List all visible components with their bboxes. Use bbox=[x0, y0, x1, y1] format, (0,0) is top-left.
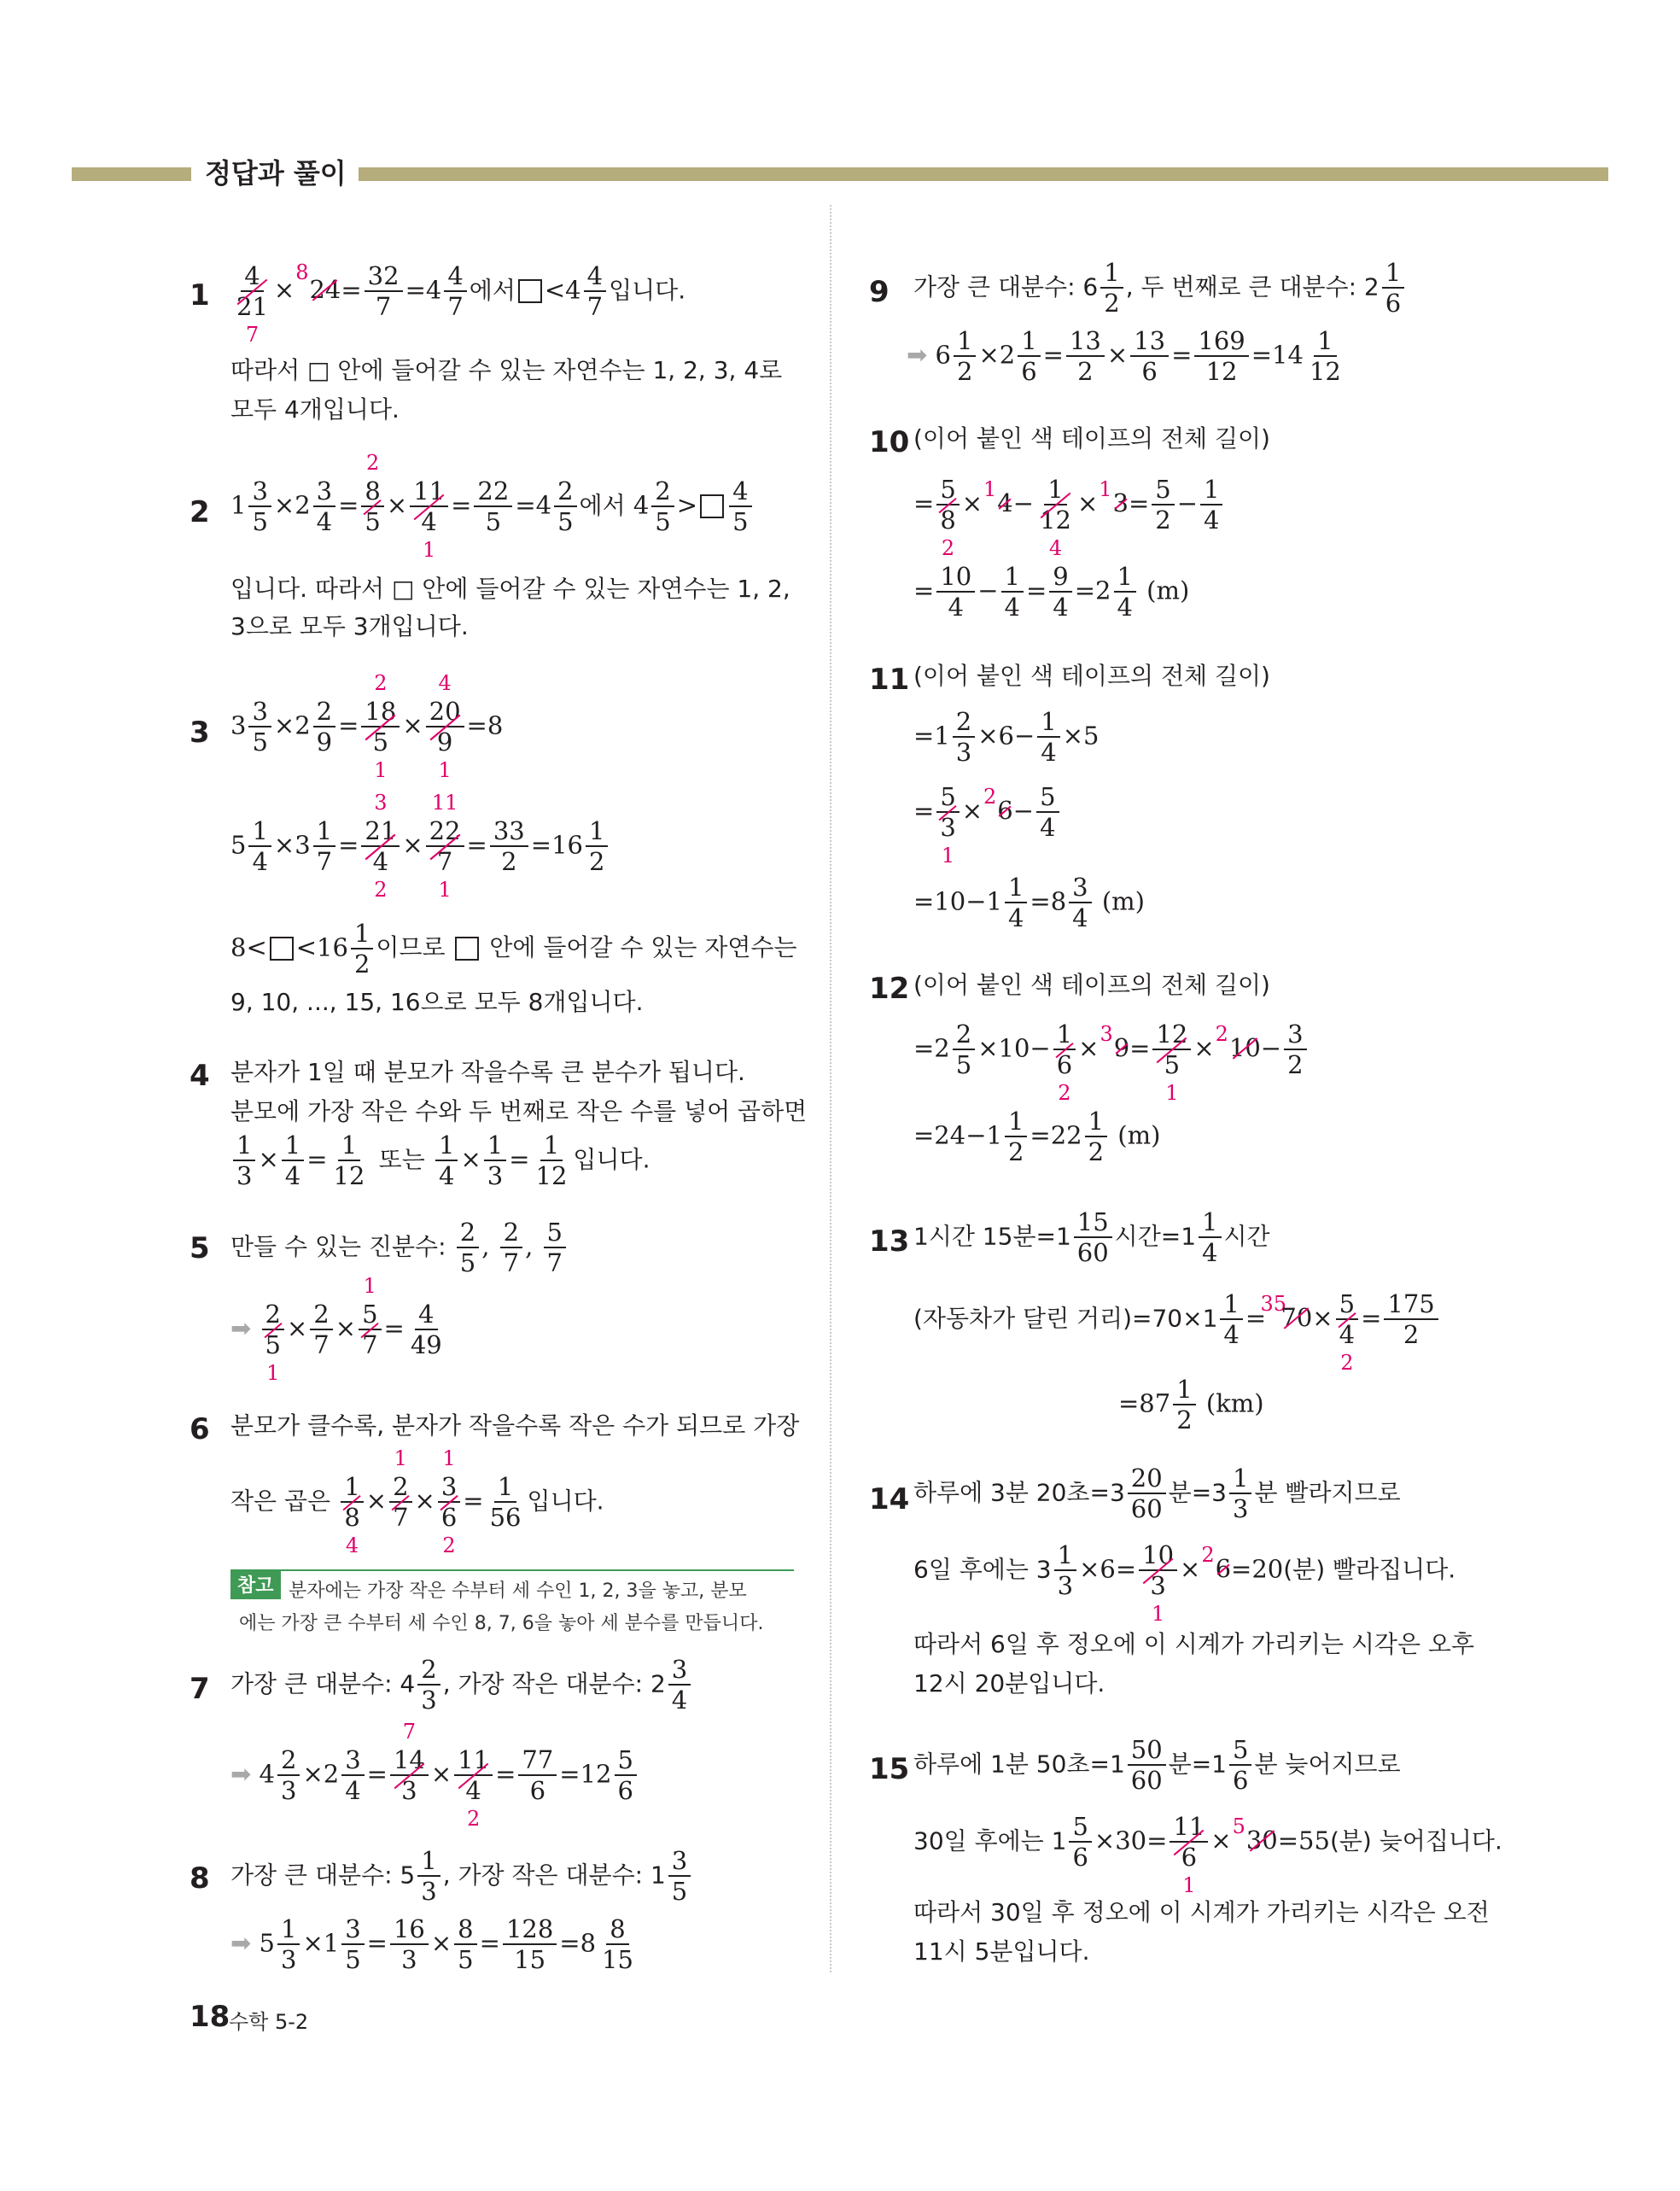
problem-13-line: 1시간 15분=1 $\frac{15}{60}$ 시간=1 $\frac{1}{4}$ 시간 bbox=[913, 1207, 1270, 1268]
problem-number: 10 bbox=[869, 425, 910, 459]
problem-6-text: 분모가 클수록, 분자가 작을수록 작은 수가 되므로 가장 bbox=[230, 1411, 800, 1440]
problem-number: 6 bbox=[190, 1412, 210, 1446]
problem-1-equation: 4 21 7 × 8 24= $\frac{32}{7}$ =4 $\frac{4}{7}$ 에서 <4 $\frac{4}{7}$ 입니다. bbox=[230, 263, 685, 320]
problem-14-text: 따라서 6일 후 정오에 이 시계가 가리키는 시각은 오후 bbox=[913, 1630, 1475, 1658]
problem-12-text: (이어 붙인 색 테이프의 전체 길이) bbox=[913, 971, 1270, 999]
problem-8-line: 가장 큰 대분수: 5 $\frac{1}{3}$ , 가장 작은 대분수: 1 $\frac{3}{5}$ bbox=[230, 1848, 693, 1905]
problem-number: 11 bbox=[869, 663, 910, 697]
problem-11-equation-3: =10−1 $\frac{1}{4}$ =8 $\frac{3}{4}$ (m) bbox=[913, 873, 1145, 933]
problem-2-equation: 1 $\frac{3}{5}$ ×2 $\frac{3}{4}$ = 8 2 5 × 11 4 1 = $\frac{22}{5}$ =4 $\frac{2}{5}$ 에서 4 $\frac{2}{5}$ > $\frac{4}{5}$ bbox=[230, 478, 755, 535]
book-title: 수학 5-2 bbox=[229, 2010, 309, 2034]
problem-number: 7 bbox=[190, 1672, 210, 1706]
problem-number: 2 bbox=[190, 495, 210, 529]
problem-8-equation: ➡ 5 $\frac{1}{3}$ ×1 $\frac{3}{5}$ = $\frac{16}{3}$ × $\frac{8}{5}$ = $\frac{128}{15}$ =8 $\frac{8}{15}$ bbox=[230, 1914, 633, 1975]
problem-4-text: 분모에 가장 작은 수와 두 번째로 작은 수를 넣어 곱하면 bbox=[230, 1097, 808, 1125]
problem-number: 8 bbox=[190, 1861, 210, 1896]
problem-11-text: (이어 붙인 색 테이프의 전체 길이) bbox=[913, 662, 1270, 690]
note-text: 에는 가장 큰 수부터 세 수인 8, 7, 6을 놓아 세 분수를 만듭니다. bbox=[239, 1613, 764, 1634]
problem-2-text: 입니다. 따라서 □ 안에 들어갈 수 있는 자연수는 1, 2, bbox=[230, 575, 790, 603]
problem-6-text: 작은 곱은 bbox=[230, 1487, 331, 1516]
problem-2-text: 3으로 모두 3개입니다. bbox=[230, 612, 469, 640]
problem-7-equation: ➡ 4 $\frac{2}{3}$ ×2 $\frac{3}{4}$ = 14 7 3 × 11 4 2 = $\frac{77}{6}$ =12 $\frac{5}{6}$ bbox=[230, 1747, 639, 1804]
header-bar-right bbox=[359, 167, 1608, 181]
problem-11-equation-1: =1 $\frac{2}{3}$ ×6− $\frac{1}{4}$ ×5 bbox=[913, 707, 1100, 768]
problem-4-equation: $\frac{1}{3}$ × $\frac{1}{4}$ = $\frac{1}{12}$ 또는 $\frac{1}{4}$ × $\frac{1}{3}$ = $\frac{1}{12}$ 입니다. bbox=[230, 1132, 650, 1189]
problem-13-equation-2: =87 $\frac{1}{2}$ (km) bbox=[1118, 1375, 1264, 1435]
problem-8-text: 가장 큰 대분수: 5 bbox=[230, 1861, 416, 1890]
problem-7-text: 가장 큰 대분수: 4 bbox=[230, 1669, 416, 1698]
problem-12-equation-2: =24−1 $\frac{1}{2}$ =22 $\frac{1}{2}$ (m) bbox=[913, 1107, 1161, 1167]
problem-9-equation: ➡ 6 $\frac{1}{2}$ ×2 $\frac{1}{6}$ = $\frac{13}{2}$ × $\frac{13}{6}$ = $\frac{169}{12}$ =14 $\frac{1}{12}$ bbox=[907, 326, 1341, 387]
problem-12-equation-1: =2 $\frac{2}{5}$ ×10− 1 6 2 × 3 9= 12 5 1 × 2 10− $\frac{3}{2}$ bbox=[913, 1021, 1310, 1078]
problem-number: 9 bbox=[869, 275, 890, 309]
problem-3-text: 9, 10, ..., 15, 16으로 모두 8개입니다. bbox=[230, 988, 644, 1016]
note-text: 분자에는 가장 작은 수부터 세 수인 1, 2, 3을 놓고, 분모 bbox=[289, 1580, 747, 1602]
problem-9-text: 가장 큰 대분수: 6 bbox=[913, 272, 1099, 301]
problem-14-equation: 6일 후에는 3 $\frac{1}{3}$ ×6= 10 3 1 × 2 6=20(분) 빨라집니다. bbox=[913, 1540, 1456, 1626]
problem-number: 15 bbox=[869, 1752, 910, 1786]
problem-13-equation: (자동차가 달린 거리)=70×1 $\frac{1}{4}$ = 35 70× 5 4 2 = $\frac{175}{2}$ bbox=[913, 1291, 1441, 1348]
problem-5-line: 만들 수 있는 진분수: $\frac{2}{5}$ , $\frac{2}{7}$ , $\frac{5}{7}$ bbox=[230, 1219, 569, 1277]
problem-5-text: 만들 수 있는 진분수: bbox=[230, 1232, 446, 1261]
problem-number: 12 bbox=[869, 972, 910, 1006]
note-tag: 참고 bbox=[230, 1569, 281, 1599]
problem-15-text: 11시 5분입니다. bbox=[913, 1937, 1090, 1966]
problem-15-text: 따라서 30일 후 정오에 이 시계가 가리키는 시각은 오전 bbox=[913, 1898, 1490, 1926]
problem-8-text: , 가장 작은 대분수: 1 bbox=[442, 1861, 666, 1890]
problem-4-text: 분자가 1일 때 분모가 작을수록 큰 분수가 됩니다. bbox=[230, 1058, 745, 1086]
problem-9-text: , 두 번째로 큰 대분수: 2 bbox=[1125, 272, 1380, 301]
problem-number: 1 bbox=[190, 278, 210, 313]
problem-number: 3 bbox=[190, 716, 210, 750]
problem-number: 14 bbox=[869, 1482, 910, 1516]
problem-15-line: 하루에 1분 50초=1 $\frac{50}{60}$ 분=1 $\frac{5}{6}$ 분 늦어지므로 bbox=[913, 1735, 1401, 1796]
problem-number: 4 bbox=[190, 1059, 210, 1093]
problem-15-equation: 30일 후에는 1 $\frac{5}{6}$ ×30= 11 6 1 × 5 30=55(분) 늦어집니다. bbox=[913, 1812, 1502, 1897]
problem-7-line: 가장 큰 대분수: 4 $\frac{2}{3}$ , 가장 작은 대분수: 2 $\frac{3}{4}$ bbox=[230, 1656, 693, 1714]
problem-14-text: 12시 20분입니다. bbox=[913, 1669, 1105, 1697]
problem-6-text: 입니다. bbox=[527, 1487, 604, 1516]
problem-1-text: 모두 4개입니다. bbox=[230, 395, 400, 424]
problem-3-equation-2: 5 $\frac{1}{4}$ ×3 $\frac{1}{7}$ = 21 3 4 2 × 22 11 7 1 = $\frac{33}{2}$ =16 $\frac{1}{2}$ bbox=[230, 818, 610, 875]
problem-11-equation-2: = 5 3 1 × 2 6− $\frac{5}{4}$ bbox=[913, 784, 1062, 841]
problem-7-text: , 가장 작은 대분수: 2 bbox=[442, 1669, 666, 1698]
note-rule bbox=[230, 1569, 794, 1571]
problem-10-text: (이어 붙인 색 테이프의 전체 길이) bbox=[913, 424, 1270, 453]
problem-3-equation-3: 8< <16 $\frac{1}{2}$ 이므로 안에 들어갈 수 있는 자연수는 bbox=[230, 919, 797, 979]
column-divider bbox=[830, 205, 831, 1972]
page-number: 18 bbox=[190, 2000, 230, 2034]
problem-10-equation-1: = 5 8 2 × 1 4− 1 12 4 × 1 3= $\frac{5}{2}$ − $\frac{1}{4}$ bbox=[913, 476, 1225, 534]
problem-6-equation: 작은 곱은 1 8 4 × 2 1 7 × 3 1 6 2 = $\frac{1}{56}$ 입니다. bbox=[230, 1446, 604, 1557]
problem-14-line: 하루에 3분 20초=3 $\frac{20}{60}$ 분=3 $\frac{1}{3}$ 분 빨라지므로 bbox=[913, 1464, 1401, 1524]
problem-number: 13 bbox=[869, 1224, 910, 1259]
problem-5-equation: ➡ 2 5 1 × $\frac{2}{7}$ × 5 1 7 = $\frac{4}{49}$ bbox=[230, 1274, 442, 1385]
problem-1-text: 따라서 □ 안에 들어갈 수 있는 자연수는 1, 2, 3, 4로 bbox=[230, 356, 783, 384]
header-bar-left bbox=[72, 167, 191, 181]
page-title: 정답과 풀이 bbox=[205, 157, 347, 190]
problem-9-line: 가장 큰 대분수: 6 $\frac{1}{2}$ , 두 번째로 큰 대분수: 2 $\frac{1}{6}$ bbox=[913, 260, 1407, 317]
problem-13-text: (자동차가 달린 거리)=70×1 bbox=[913, 1304, 1218, 1333]
problem-number: 5 bbox=[190, 1231, 210, 1265]
problem-10-equation-2: = $\frac{10}{4}$ − $\frac{1}{4}$ = $\frac{9}{4}$ =2 $\frac{1}{4}$ (m) bbox=[913, 562, 1190, 622]
problem-3-equation-1: 3 $\frac{3}{5}$ ×2 $\frac{2}{9}$ = 18 2 5 1 × 20 4 9 1 =8 bbox=[230, 671, 504, 782]
